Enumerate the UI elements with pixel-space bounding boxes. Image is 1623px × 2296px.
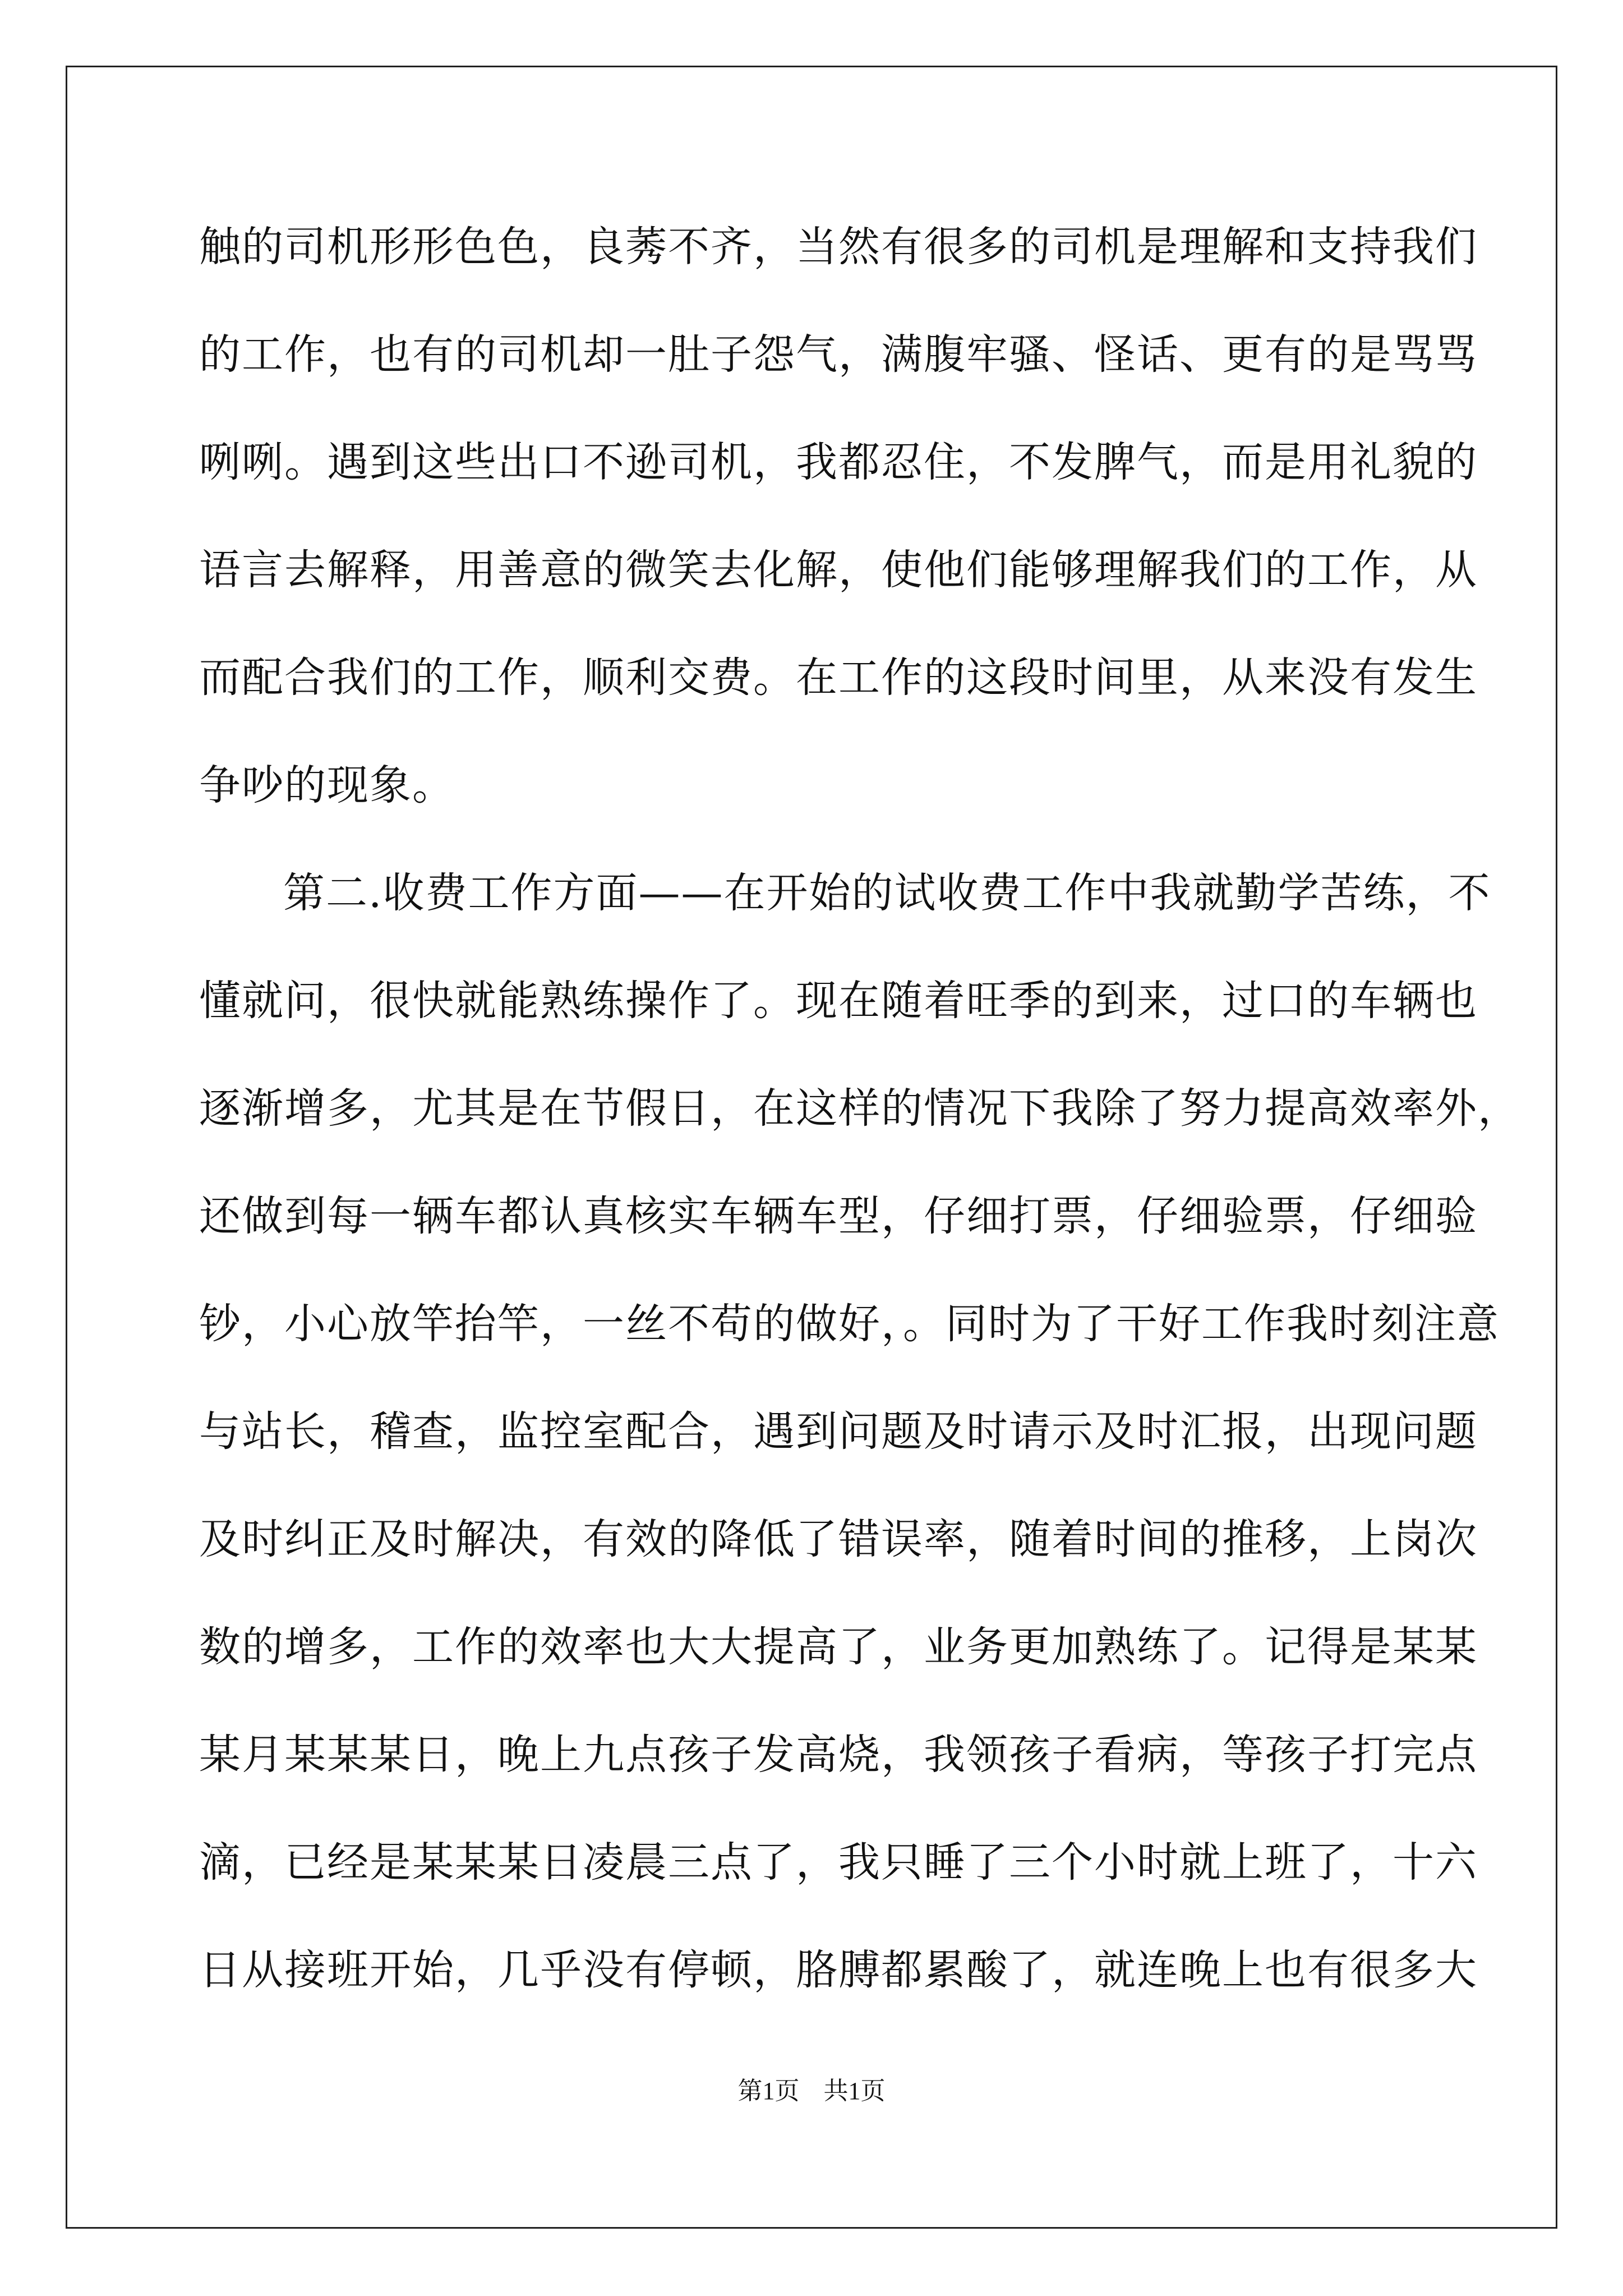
paragraph-2-line-2: 懂就问，很快就能熟练操作了。现在随着旺季的到来，过口的车辆也 (199, 977, 1478, 1025)
paragraph-1-line-5: 而配合我们的工作，顺利交费。在工作的这段时间里，从来没有发生 (199, 654, 1478, 702)
page-footer (0, 2076, 1623, 2107)
page-number: 第1页 (737, 2077, 800, 2105)
paragraph-2-line-11: 日从接班开始，几乎没有停顿，胳膊都累酸了，就连晚上也有很多大 (199, 1946, 1478, 1994)
paragraph-2-line-8: 数的增多，工作的效率也大大提高了，业务更加熟练了。记得是某某 (199, 1623, 1478, 1671)
paragraph-1-line-4: 语言去解释，用善意的微笑去化解，使他们能够理解我们的工作，从 (199, 546, 1478, 594)
paragraph-2-line-7: 及时纠正及时解决，有效的降低了错误率，随着时间的推移，上岗次 (199, 1515, 1478, 1563)
paragraph-2-line-9: 某月某某某日，晚上九点孩子发高烧，我领孩子看病，等孩子打完点 (199, 1731, 1478, 1779)
paragraph-2-line-10: 滴，已经是某某某日凌晨三点了，我只睡了三个小时就上班了，十六 (199, 1838, 1478, 1887)
paragraph-1-line-2: 的工作，也有的司机却一肚子怨气，满腹牢骚、怪话、更有的是骂骂 (199, 330, 1478, 379)
paragraph-2-line-3: 逐渐增多，尤其是在节假日，在这样的情况下我除了努力提高效率外， (199, 1084, 1520, 1133)
paragraph-2-line-4: 还做到每一辆车都认真核实车辆车型，仔细打票，仔细验票，仔细验 (199, 1192, 1478, 1240)
paragraph-2-line-6: 与站长，稽查，监控室配合，遇到问题及时请示及时汇报，出现问题 (199, 1407, 1478, 1456)
page-total: 共1页 (823, 2077, 886, 2105)
paragraph-1-line-6: 争吵的现象。 (199, 761, 455, 809)
paragraph-1-line-1: 触的司机形形色色，良莠不齐，当然有很多的司机是理解和支持我们 (199, 223, 1478, 271)
paragraph-2-line-5: 钞，小心放竿抬竿，一丝不苟的做好，。同时为了干好工作我时刻注意 (199, 1300, 1500, 1348)
paragraph-2-line-1: 第二.收费工作方面——在开始的试收费工作中我就勤学苦练，不 (283, 869, 1491, 917)
paragraph-1-line-3: 咧咧。遇到这些出口不逊司机，我都忍住，不发脾气，而是用礼貌的 (199, 438, 1478, 486)
page-border (66, 66, 1557, 2229)
